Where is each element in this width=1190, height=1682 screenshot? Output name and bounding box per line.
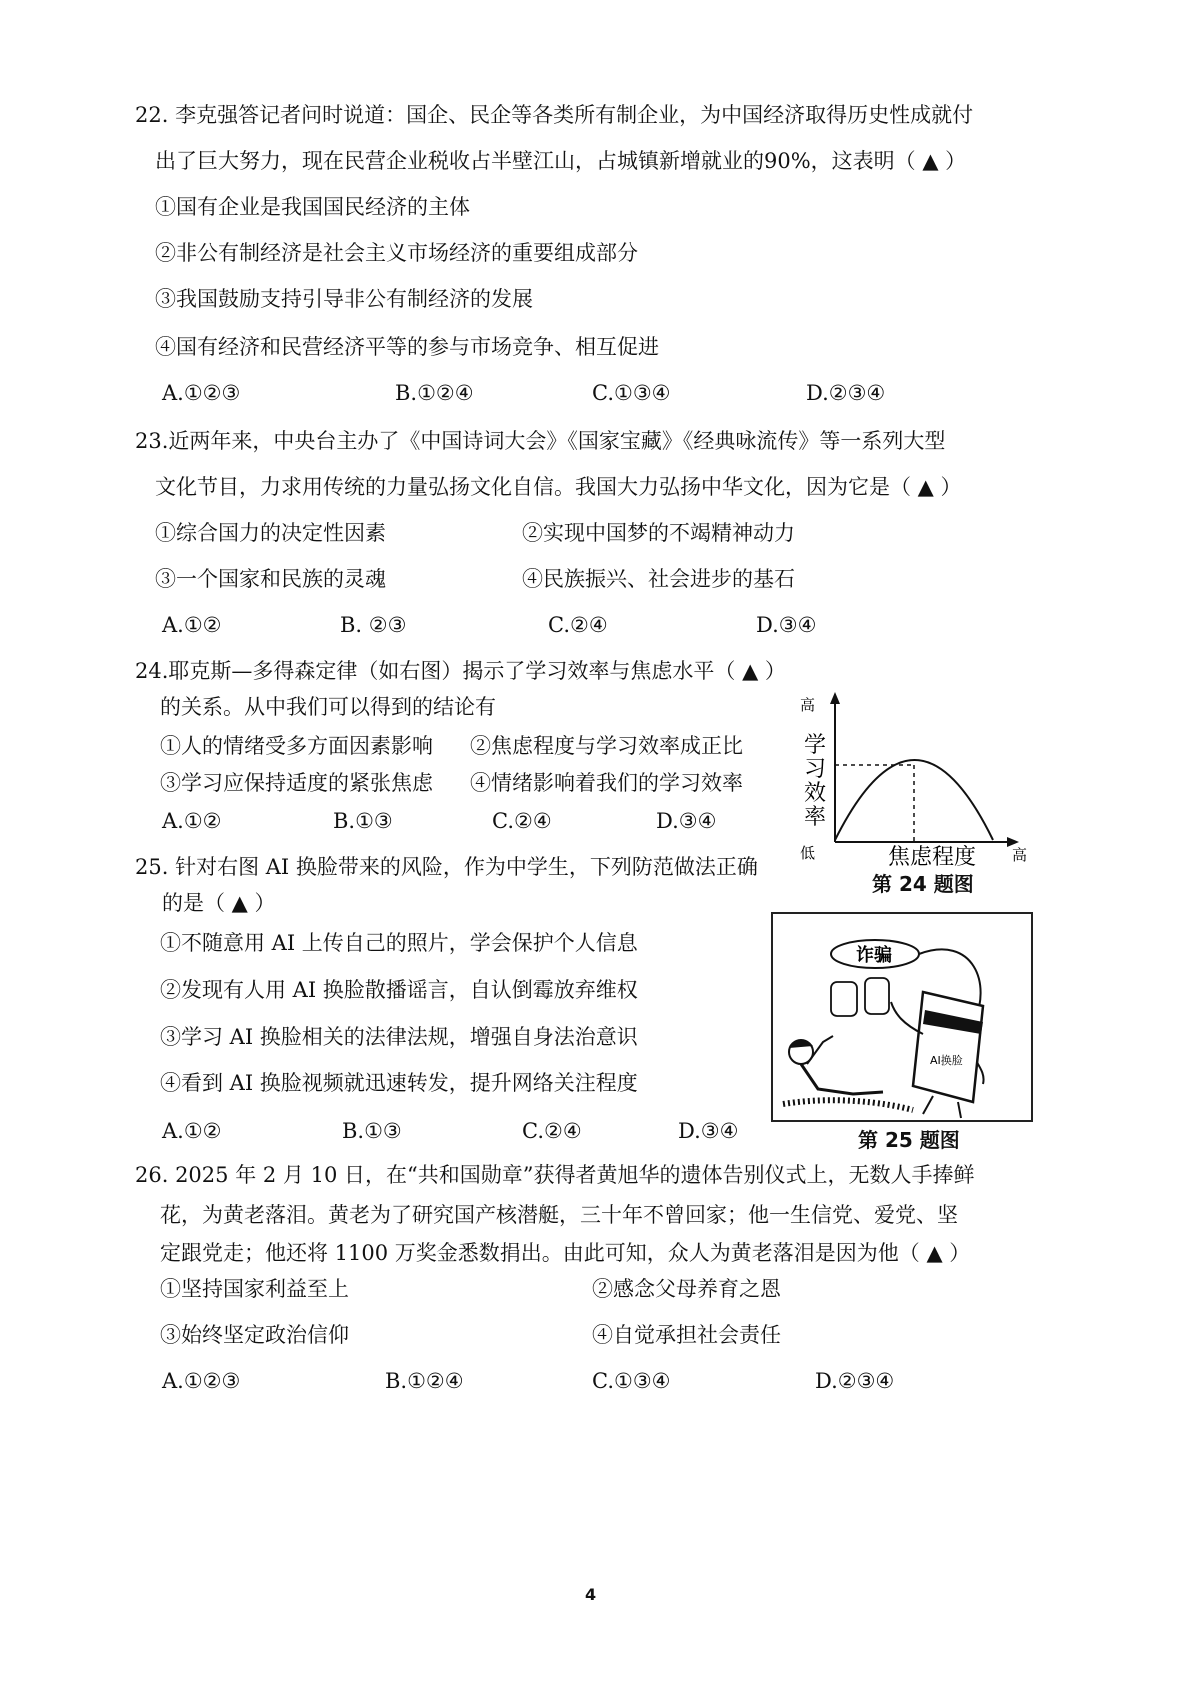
fig25-ground [783, 1100, 913, 1110]
q22-option-d: D.②③④ [806, 381, 886, 405]
q26-item-2: ②感念父母养育之恩 [592, 1277, 781, 1301]
fig25-screen-text: AI换脸 [930, 1054, 963, 1067]
fig24-y-label-4: 率 [804, 805, 827, 830]
q25-option-a: A.①② [162, 1119, 222, 1143]
q23-option-d: D.③④ [756, 613, 817, 637]
q26-option-c: C.①③④ [592, 1369, 671, 1393]
fig25-monitor [913, 992, 983, 1102]
q24-item-4: ④情绪影响着我们的学习效率 [470, 771, 743, 795]
q24-option-b: B.①③ [333, 809, 393, 833]
q25-item-4: ④看到 AI 换脸视频就迅速转发，提升网络关注程度 [160, 1071, 638, 1095]
q25-option-d: D.③④ [678, 1119, 739, 1143]
q24-option-c: C.②④ [492, 809, 552, 833]
page-number: 4 [585, 1585, 597, 1604]
fig25-illustration [773, 914, 1031, 1120]
q25-item-3: ③学习 AI 换脸相关的法律法规，增强自身法治意识 [160, 1025, 638, 1049]
q22-stem-line2: 出了巨大努力，现在民营企业税收占半壁江山，占城镇新增就业的90%，这表明（ ▲ ） [155, 149, 967, 173]
q23-item-1: ①综合国力的决定性因素 [155, 521, 386, 545]
q26-item-4: ④自觉承担社会责任 [592, 1323, 781, 1347]
q22-option-b: B.①②④ [395, 381, 474, 405]
fig25-bubble-text: 诈骗 [856, 945, 892, 966]
fig25-caption: 第 25 题图 [858, 1128, 960, 1152]
q24-stem-line2: 的关系。从中我们可以得到的结论有 [160, 695, 496, 719]
q22-item-1: ①国有企业是我国国民经济的主体 [155, 195, 470, 219]
q23-option-b: B. ②③ [340, 613, 407, 637]
q24-option-a: A.①② [162, 809, 222, 833]
fig24-x-high: 高 [1012, 846, 1028, 864]
fig24-caption: 第 24 题图 [872, 872, 974, 896]
q22-item-3: ③我国鼓励支持引导非公有制经济的发展 [155, 287, 533, 311]
figure-24-curve [790, 690, 1040, 870]
fig25-mask-1 [831, 982, 857, 1016]
q26-stem-line3: 定跟党走；他还将 1100 万奖金悉数捐出。由此可知，众人为黄老落泪是因为他（ ▲ ） [160, 1241, 971, 1265]
q22-stem-line1: 22. 李克强答记者问时说道：国企、民企等各类所有制企业，为中国经济取得历史性成就付 [135, 103, 974, 127]
fig24-y-high: 高 [800, 696, 816, 714]
fig24-y-label-1: 学 [804, 733, 827, 758]
q24-stem-line1: 24.耶克斯—多得森定律（如右图）揭示了学习效率与焦虑水平（ ▲ ） [135, 659, 786, 683]
q26-item-3: ③始终坚定政治信仰 [160, 1323, 349, 1347]
q25-stem-line1: 25. 针对右图 AI 换脸带来的风险，作为中学生，下列防范做法正确 [135, 855, 758, 879]
q24-item-2: ②焦虑程度与学习效率成正比 [470, 734, 743, 758]
fig25-person-body [801, 1064, 883, 1094]
q23-item-2: ②实现中国梦的不竭精神动力 [522, 521, 795, 545]
q22-item-4: ④国有经济和民营经济平等的参与市场竞争、相互促进 [155, 335, 659, 359]
q23-item-3: ③一个国家和民族的灵魂 [155, 567, 386, 591]
fig24-y-label-2: 习 [804, 757, 827, 782]
fig24-y-arrow [830, 692, 840, 704]
q23-option-a: A.①② [162, 613, 222, 637]
q24-item-1: ①人的情绪受多方面因素影响 [160, 734, 433, 758]
q26-option-a: A.①②③ [162, 1369, 241, 1393]
fig24-y-low: 低 [800, 844, 816, 862]
q26-stem-line2: 花，为黄老落泪。黄老为了研究国产核潜艇，三十年不曾回家；他一生信党、爱党、坚 [160, 1203, 958, 1227]
q26-stem-line1: 26. 2025 年 2 月 10 日，在“共和国勋章”获得者黄旭华的遗体告别仪式上，无数人手捧鲜 [135, 1163, 975, 1187]
q25-item-1: ①不随意用 AI 上传自己的照片，学会保护个人信息 [160, 931, 638, 955]
fig25-mask-2 [865, 978, 889, 1014]
q22-option-a: A.①②③ [162, 381, 241, 405]
q22-option-c: C.①③④ [592, 381, 671, 405]
q26-item-1: ①坚持国家利益至上 [160, 1277, 349, 1301]
q24-option-d: D.③④ [656, 809, 717, 833]
fig24-x-label: 焦虑程度 [888, 845, 977, 870]
q25-option-c: C.②④ [522, 1119, 582, 1143]
q25-stem-line2: 的是（ ▲ ） [162, 891, 276, 915]
figure-25-cartoon [771, 912, 1033, 1122]
q23-stem-line2: 文化节目，力求用传统的力量弘扬文化自信。我国大力弘扬中华文化，因为它是（ ▲ ） [155, 475, 962, 499]
q25-option-b: B.①③ [342, 1119, 402, 1143]
q25-item-2: ②发现有人用 AI 换脸散播谣言，自认倒霉放弃维权 [160, 978, 638, 1002]
q26-option-d: D.②③④ [815, 1369, 895, 1393]
q24-item-3: ③学习应保持适度的紧张焦虑 [160, 771, 433, 795]
q23-stem-line1: 23.近两年来，中央台主办了《中国诗词大会》《国家宝藏》《经典咏流传》等一系列大型 [135, 429, 946, 453]
q23-item-4: ④民族振兴、社会进步的基石 [522, 567, 795, 591]
q23-option-c: C.②④ [548, 613, 608, 637]
q22-item-2: ②非公有制经济是社会主义市场经济的重要组成部分 [155, 241, 638, 265]
fig25-legs [923, 1096, 961, 1118]
fig24-y-label-3: 效 [804, 781, 827, 806]
q26-option-b: B.①②④ [385, 1369, 464, 1393]
